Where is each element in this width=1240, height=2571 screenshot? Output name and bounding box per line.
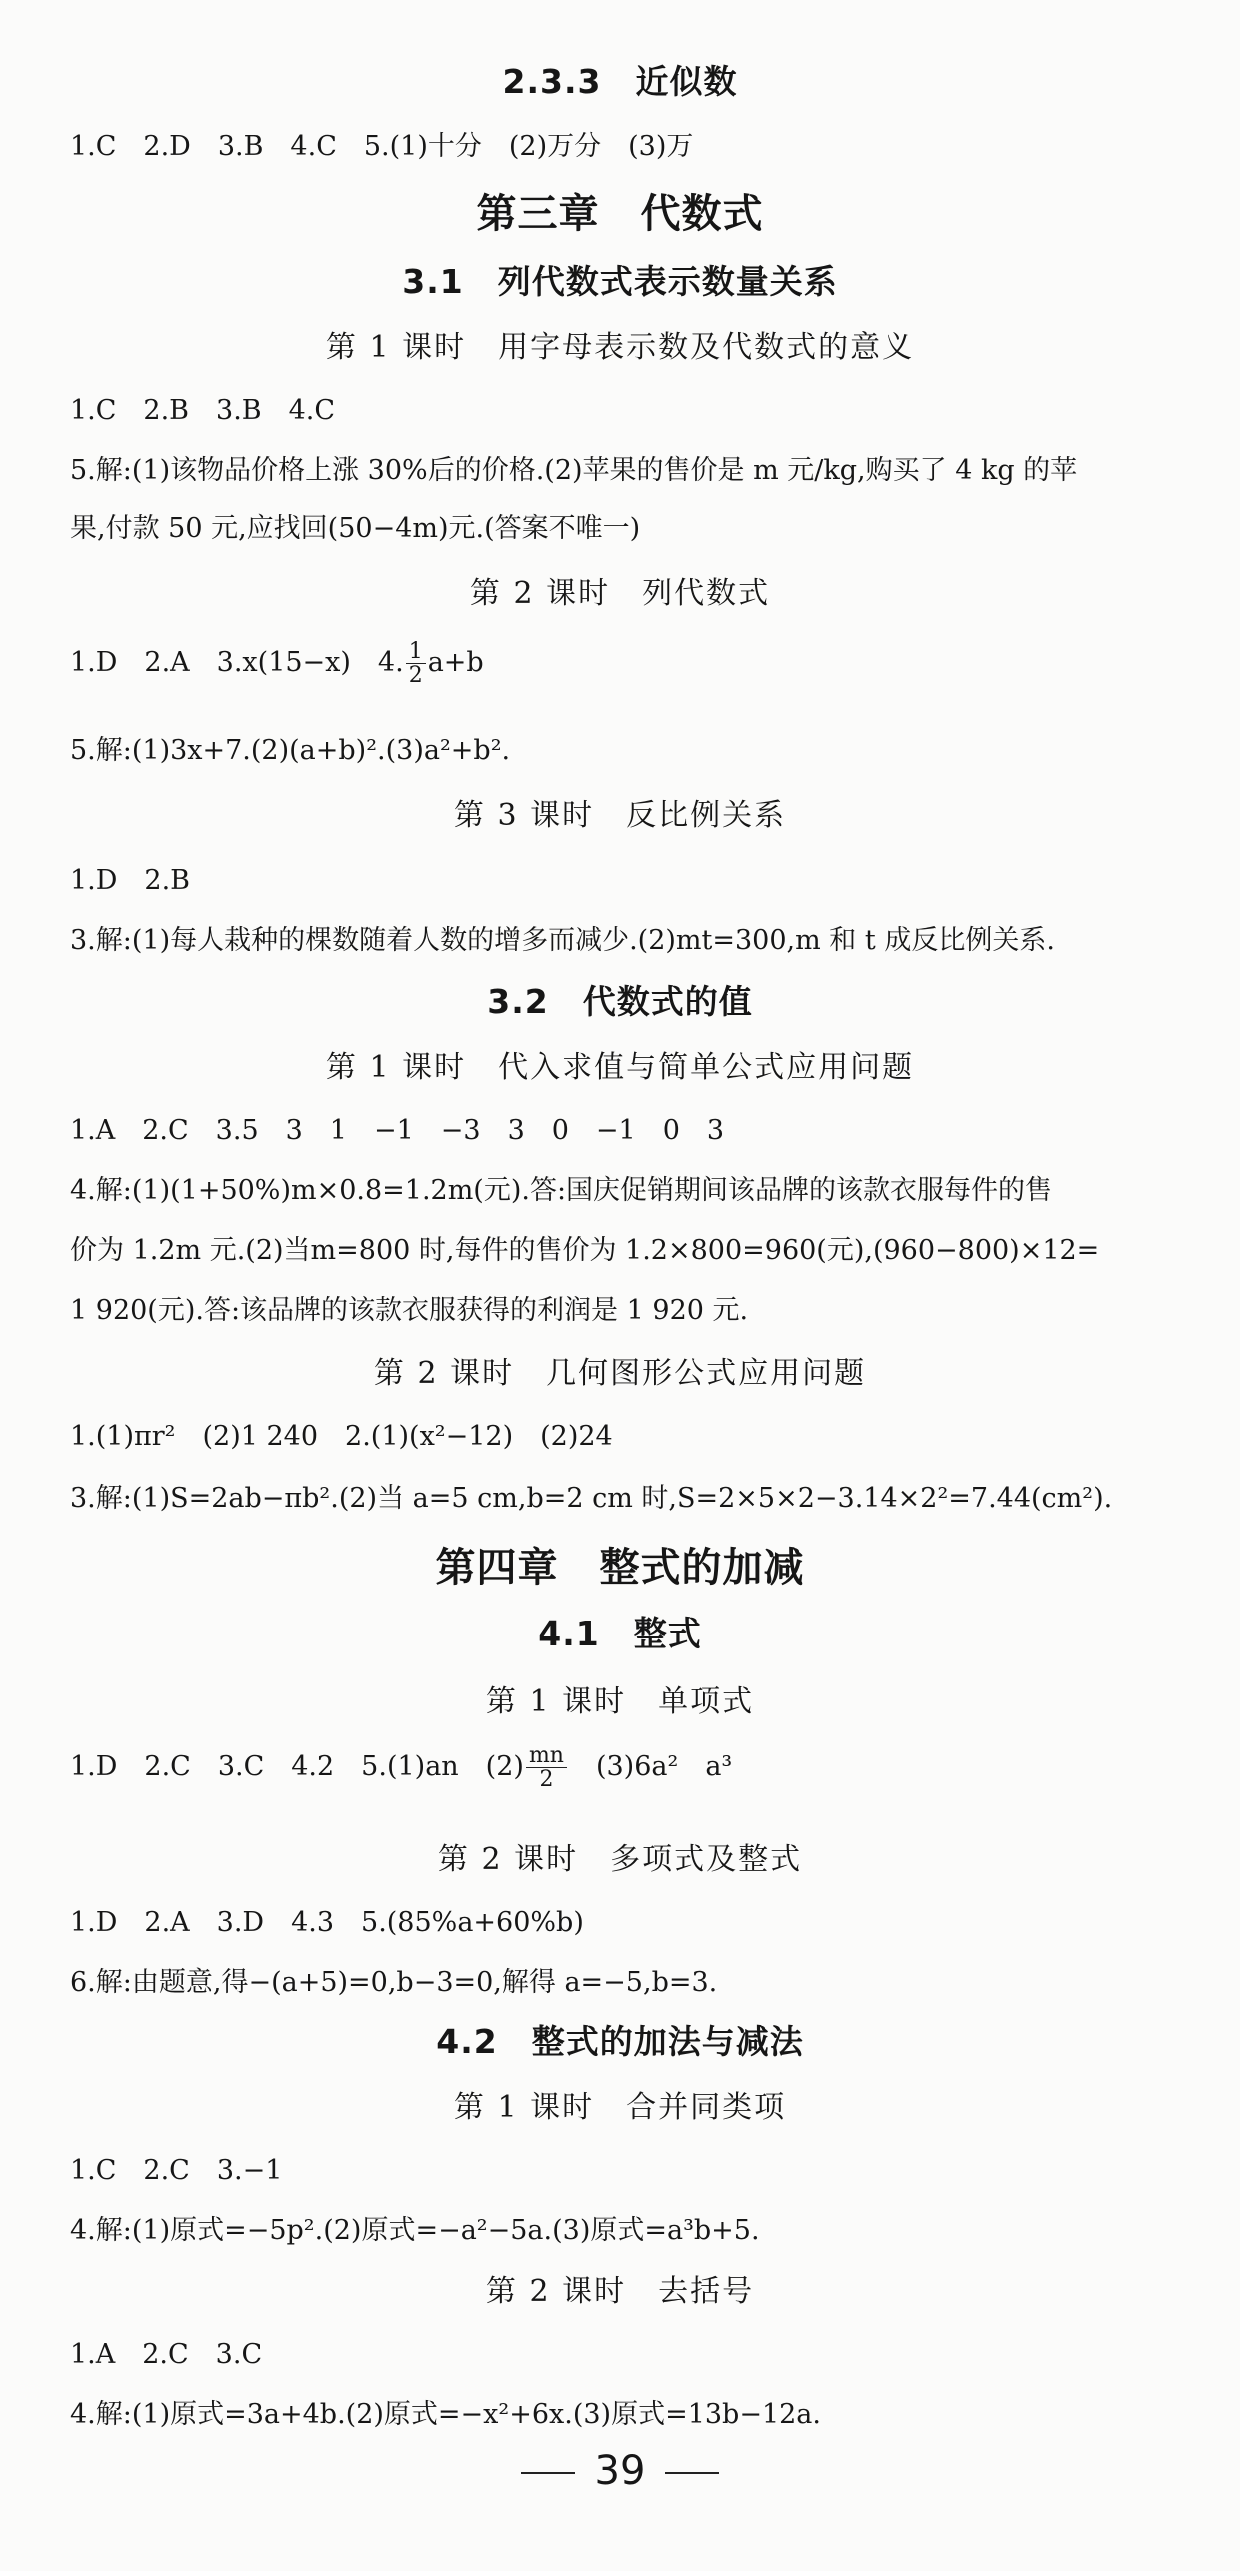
- answer-line: 1.(1)πr² (2)1 240 2.(1)(x²−12) (2)24: [70, 1421, 613, 1452]
- fraction: [526, 1744, 567, 1791]
- section-4-2-title: 4.2 整式的加法与减法: [436, 2022, 804, 2061]
- lesson-title: 第 2 课时 多项式及整式: [437, 1842, 803, 1877]
- page-number: 39: [594, 2448, 646, 2494]
- answer-line: 果,付款 50 元,应找回(50−4m)元.(答案不唯一): [70, 513, 641, 544]
- answer-line: [70, 1744, 732, 1791]
- answer-text: 1.D 2.C 3.C 4.2 5.(1)an (2): [70, 1751, 524, 1783]
- answer-line: 4.解:(1)(1+50%)m×0.8=1.2m(元).答:国庆促销期间该品牌的该款衣服每件的售: [70, 1175, 1053, 1206]
- answer-line: 5.解:(1)该物品价格上涨 30%后的价格.(2)苹果的售价是 m 元/kg,购买了 4 kg 的苹: [70, 455, 1078, 486]
- page-footer: [0, 2448, 1240, 2494]
- answer-line: 4.解:(1)原式=3a+4b.(2)原式=−x²+6x.(3)原式=13b−12a.: [70, 2399, 821, 2430]
- fraction-numerator: mn: [526, 1744, 567, 1768]
- lesson-title: 第 1 课时 用字母表示数及代数式的意义: [325, 330, 915, 365]
- answer-line: 3.解:(1)每人栽种的棵数随着人数的增多而减少.(2)mt=300,m 和 t 成反比例关系.: [70, 925, 1055, 956]
- answer-text: (3)6a² a³: [568, 1751, 733, 1783]
- answer-line: 价为 1.2m 元.(2)当m=800 时,每件的售价为 1.2×800=960(元),(960−800)×12=: [70, 1235, 1100, 1266]
- answer-line: 6.解:由题意,得−(a+5)=0,b−3=0,解得 a=−5,b=3.: [70, 1967, 718, 1998]
- answer-line: 1.C 2.D 3.B 4.C 5.(1)十分 (2)万分 (3)万: [70, 131, 694, 162]
- lesson-title: 第 2 课时 列代数式: [469, 576, 771, 611]
- footer-rule: [665, 2472, 719, 2474]
- section-3-1-title: 3.1 列代数式表示数量关系: [402, 262, 838, 301]
- chapter-3-title: 第三章 代数式: [476, 191, 764, 237]
- answer-line: [70, 640, 484, 687]
- answer-text: 1.D 2.A 3.x(15−x) 4.: [70, 647, 404, 679]
- chapter-4-title: 第四章 整式的加减: [435, 1545, 805, 1591]
- fraction-numerator: 1: [406, 640, 426, 664]
- answer-text: a+b: [427, 647, 484, 679]
- lesson-title: 第 3 课时 反比例关系: [453, 798, 787, 833]
- answer-line: 1.D 2.A 3.D 4.3 5.(85%a+60%b): [70, 1907, 584, 1938]
- lesson-title: 第 1 课时 合并同类项: [453, 2090, 787, 2125]
- answer-line: 1.C 2.B 3.B 4.C: [70, 395, 336, 426]
- answer-line: 5.解:(1)3x+7.(2)(a+b)².(3)a²+b².: [70, 735, 511, 766]
- section-3-2-title: 3.2 代数式的值: [487, 982, 753, 1021]
- fraction-denominator: 2: [539, 1767, 554, 1793]
- lesson-title: 第 1 课时 单项式: [485, 1684, 755, 1719]
- answer-line: 1.A 2.C 3.C: [70, 2339, 263, 2370]
- answer-line: 1.C 2.C 3.−1: [70, 2155, 283, 2186]
- answer-line: 1.D 2.B: [70, 865, 191, 896]
- lesson-title: 第 1 课时 代入求值与简单公式应用问题: [325, 1050, 915, 1085]
- lesson-title: 第 2 课时 去括号: [485, 2274, 755, 2309]
- lesson-title: 第 2 课时 几何图形公式应用问题: [373, 1356, 867, 1391]
- section-4-1-title: 4.1 整式: [538, 1614, 702, 1653]
- fraction: [406, 640, 426, 687]
- answer-line: 1.A 2.C 3.5 3 1 −1 −3 3 0 −1 0 3: [70, 1115, 725, 1146]
- answer-line: 4.解:(1)原式=−5p².(2)原式=−a²−5a.(3)原式=a³b+5.: [70, 2215, 760, 2246]
- section-2-3-3-title: 2.3.3 近似数: [502, 62, 738, 101]
- footer-rule: [521, 2472, 575, 2474]
- answer-line: 3.解:(1)S=2ab−πb².(2)当 a=5 cm,b=2 cm 时,S=2×5×2−3.14×2²=7.44(cm²).: [70, 1483, 1113, 1514]
- fraction-denominator: 2: [408, 663, 423, 689]
- answer-line: 1 920(元).答:该品牌的该款衣服获得的利润是 1 920 元.: [70, 1295, 749, 1326]
